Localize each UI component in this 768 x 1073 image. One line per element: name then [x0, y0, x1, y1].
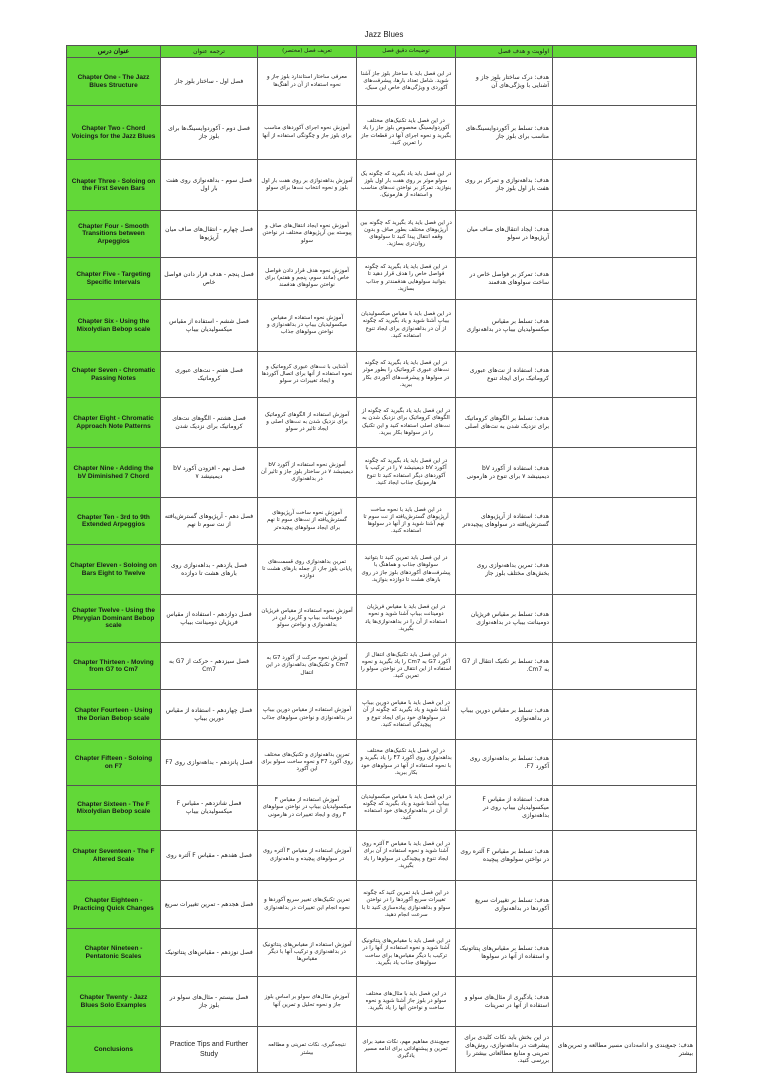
lesson-title-cell: Chapter Twelve - Using the Phrygian Dominant Bebop scale: [67, 595, 161, 643]
extra-cell: [553, 690, 697, 740]
priority-goal-cell: هدف: تسلط بر مقیاس‌های پنتاتونیک و استفاده از آنها در سولوها: [456, 929, 553, 977]
short-definition-cell: تمرین تکنیک‌های تغییر سریع آکوردها و نحوه انجام این تغییرات در بداهه‌نوازی: [258, 881, 357, 929]
lesson-title-cell: Chapter Eight - Chromatic Approach Note Patterns: [67, 398, 161, 448]
short-definition-cell: آموزش استفاده از مقیاس‌های پنتاتونیک در بداهه‌نوازی و ترکیب آنها با دیگر مقیاس‌ها: [258, 929, 357, 977]
table-row: [67, 643, 697, 690]
detailed-description-cell: در این فصل باید یاد بگیرید که چگونه فواصل خاص را هدف قرار دهید تا بتوانید سولوهایی هدفمندتر و جذاب بسازید.: [357, 258, 456, 300]
title-translation-cell: فصل شانزدهم - مقیاس F میکسولیدیان بیباپ: [161, 786, 258, 831]
extra-cell: [553, 398, 697, 448]
lesson-title-cell: Chapter Seventeen - The F Altered Scale: [67, 831, 161, 881]
title-translation-cell: فصل دوم - آکوردوایسینگ‌ها برای بلوز جاز: [161, 106, 258, 160]
detailed-description-cell: در این فصل باید با ساختار بلوز جاز آشنا شوید. شامل تعداد بارها، پیشرفت‌های آکوردی و ویژگی‌های خاص این سبک.: [357, 58, 456, 106]
priority-goal-cell: در این بخش باید نکات کلیدی برای پیشرفت در بداهه‌نوازی، روش‌های تمرینی و منابع مطالعاتی بیشتر را بررسی کنید.: [456, 1027, 553, 1073]
short-definition-cell: تمرین بداهه‌نوازی روی قسمت‌های پایانی بلوز جاز، از جمله بارهای هشت تا دوازده: [258, 545, 357, 595]
lesson-title-cell: Conclusions: [67, 1027, 161, 1073]
detailed-description-cell: در این فصل باید با مقیاس‌های پنتاتونیک آشنا شوید و نحوه استفاده از آنها را در ترکیب با دیگر مقیاس‌ها برای ساخت سولوهای جذاب یاد بگیرید.: [357, 929, 456, 977]
lesson-title-cell: Chapter Four - Smooth Transitions between Arpeggios: [67, 211, 161, 258]
lesson-title-cell: Chapter Six - Using the Mixolydian Bebop scale: [67, 300, 161, 352]
short-definition-cell: آموزش نحوه حرکت از آکورد G7 به Cm7 و تکنیک‌های بداهه‌نوازی در این انتقال: [258, 643, 357, 690]
title-translation-cell: فصل اول - ساختار بلوز جاز: [161, 58, 258, 106]
table-row: [67, 545, 697, 595]
title-translation-cell: فصل نوزدهم - مقیاس‌های پنتاتونیک: [161, 929, 258, 977]
table-row: [67, 106, 697, 160]
table-row: [67, 498, 697, 545]
header-lesson-title: عنوان درس: [67, 46, 161, 58]
short-definition-cell: آموزش نحوه استفاده از مقیاس میکسولیدیان بیباپ در بداهه‌نوازی و نواختن سولوهای جذاب: [258, 300, 357, 352]
lesson-title-cell: Chapter Eighteen - Practicing Quick Changes: [67, 881, 161, 929]
title-translation-cell: فصل هشتم - الگوهای نت‌های کروماتیک برای نزدیک شدن: [161, 398, 258, 448]
detailed-description-cell: در این فصل باید با مقیاس دورین بیباپ آشنا شوید و یاد بگیرید که چگونه از آن در سولوهای خود برای ایجاد تنوع و پیچیدگی استفاده کنید.: [357, 690, 456, 740]
detailed-description-cell: در این فصل باید تکنیک‌های مختلف آکوردوایسینگ مخصوص بلوز جاز را یاد بگیرید و نحوه اجرای آنها در قطعات جاز را تمرین کنید.: [357, 106, 456, 160]
table-row: [67, 211, 697, 258]
priority-goal-cell: هدف: تسلط بر آکوردوایسینگ‌های مناسب برای بلوز جاز: [456, 106, 553, 160]
priority-goal-cell: هدف: تمرین بداهه‌نوازی روی بخش‌های مختلف بلوز جاز: [456, 545, 553, 595]
table-row: [67, 1027, 697, 1073]
priority-goal-cell: هدف: تسلط بر تغییرات سریع آکوردها در بداهه‌نوازی: [456, 881, 553, 929]
priority-goal-cell: هدف: استفاده از آرپژیوهای گسترش‌یافته در سولوهای پیچیده‌تر: [456, 498, 553, 545]
lesson-title-cell: Chapter Fourteen - Using the Dorian Bebop scale: [67, 690, 161, 740]
lesson-title-cell: Chapter Eleven - Soloing on Bars Eight to Twelve: [67, 545, 161, 595]
table-row: [67, 258, 697, 300]
detailed-description-cell: در این فصل باید یاد بگیرید که چگونه نت‌های عبوری کروماتیک را بطور موثر در سولوها و پیشرفت‌های آکوردی بکار ببرید.: [357, 352, 456, 398]
short-definition-cell: نتیجه‌گیری، نکات تمرینی و مطالعه بیشتر: [258, 1027, 357, 1073]
priority-goal-cell: هدف: ایجاد انتقال‌های صاف میان آرپژیوها در سولو: [456, 211, 553, 258]
priority-goal-cell: هدف: تسلط بر الگوهای کروماتیک برای نزدیک شدن به نت‌های اصلی: [456, 398, 553, 448]
short-definition-cell: آموزش مثال‌های سولو بر اساس بلوز جاز و نحوه تحلیل و تمرین آنها: [258, 977, 357, 1027]
table-row: [67, 58, 697, 106]
title-translation-cell: فصل دهم - آرپژیوهای گسترش‌یافته از نت سوم تا نهم: [161, 498, 258, 545]
detailed-description-cell: در این فصل باید تمرین کنید تا بتوانید سولوهای جذاب و هماهنگ با پیشرفت‌های آکوردهای بلوز جاز در روی بارهای هشت تا دوازده بنوازید.: [357, 545, 456, 595]
detailed-description-cell: جمع‌بندی مفاهیم مهم، نکات مفید برای تمرین و پیشنهاداتی برای ادامه مسیر یادگیری: [357, 1027, 456, 1073]
lesson-title-cell: Chapter Three - Soloing on the First Seven Bars: [67, 160, 161, 211]
document-title: Jazz Blues: [364, 30, 404, 39]
title-translation-cell: فصل هفدهم - مقیاس F آلتره روی: [161, 831, 258, 881]
table-row: [67, 929, 697, 977]
short-definition-cell: آموزش نحوه هدف قرار دادن فواصل خاص (مانند سوم، پنجم و هفتم) برای نواختن سولوهای هدفمند: [258, 258, 357, 300]
detailed-description-cell: در این فصل باید یاد بگیرید که چگونه یک سولو موثر بر روی هفت بار اول بلوز بنوازید. تمرکز بر نواختن نت‌های مناسب و استفاده از هارمونیک.: [357, 160, 456, 211]
header-extra: [553, 46, 697, 58]
table-row: [67, 740, 697, 786]
priority-goal-cell: هدف: یادگیری از مثال‌های سولو و استفاده از آنها در تمرینات: [456, 977, 553, 1027]
title-translation-cell: فصل پانزدهم - بداهه‌نوازی روی F7: [161, 740, 258, 786]
extra-cell: [553, 300, 697, 352]
short-definition-cell: تمرین بداهه‌نوازی و تکنیک‌های مختلف روی آکورد F7 و نحوه ساخت سولو برای این آکورد: [258, 740, 357, 786]
extra-cell: [553, 929, 697, 977]
priority-goal-cell: هدف: تمرکز بر فواصل خاص در ساخت سولوهای هدفمند: [456, 258, 553, 300]
detailed-description-cell: در این فصل باید با مثال‌های مختلف سولو در بلوز جاز آشنا شوید و نحوه ساخت و نواختن آنها را یاد بگیرید.: [357, 977, 456, 1027]
short-definition-cell: آموزش استفاده از مقیاس F آلتره روی در سولوهای پیچیده و بداهه‌نوازی: [258, 831, 357, 881]
table-row: [67, 160, 697, 211]
detailed-description-cell: در این فصل باید یاد بگیرید که چگونه آکورد bV دیمینیشد ۷ را در ترکیب با آکوردهای دیگر استفاده کنید تا تنوع هارمونیک جذاب ایجاد کنید.: [357, 448, 456, 498]
header-title-translation: ترجمه عنوان: [161, 46, 258, 58]
title-translation-cell: فصل سوم - بداهه‌نوازی روی هفت بار اول: [161, 160, 258, 211]
table-row: [67, 690, 697, 740]
detailed-description-cell: در این فصل باید یاد بگیرید که چگونه از الگوهای کروماتیک برای نزدیک شدن به نت‌های اصلی استفاده کنید و این تکنیک را در سولوها بکار ببرید.: [357, 398, 456, 448]
short-definition-cell: آموزش نحوه ایجاد انتقال‌های صاف و پیوسته بین آرپژیوهای مختلف در نواختن سولو: [258, 211, 357, 258]
extra-cell: [553, 545, 697, 595]
title-translation-cell: Practice Tips and Further Study: [161, 1027, 258, 1073]
header-detailed-description: توضیحات دقیق فصل: [357, 46, 456, 58]
extra-cell: [553, 881, 697, 929]
lesson-title-cell: Chapter Sixteen - The F Mixolydian Bebop scale: [67, 786, 161, 831]
priority-goal-cell: هدف: تسلط بر مقیاس دورین بیباپ در بداهه‌نوازی: [456, 690, 553, 740]
extra-cell: [553, 352, 697, 398]
lesson-title-cell: Chapter Five - Targeting Specific Intervals: [67, 258, 161, 300]
table-row: [67, 448, 697, 498]
table-row: [67, 831, 697, 881]
priority-goal-cell: هدف: تسلط بر بداهه‌نوازی روی آکورد F7.: [456, 740, 553, 786]
table-row: [67, 300, 697, 352]
table-row: [67, 595, 697, 643]
title-translation-cell: فصل نهم - افزودن آکورد bV دیمینیشد ۷: [161, 448, 258, 498]
extra-cell: [553, 160, 697, 211]
short-definition-cell: آموزش نحوه استفاده از مقیاس فریژیان دومینانت بیباپ و کاربرد این در بداهه‌نوازی و نواختن سولو: [258, 595, 357, 643]
extra-cell: [553, 595, 697, 643]
title-translation-cell: فصل هجدهم - تمرین تغییرات سریع: [161, 881, 258, 929]
table-header-row: [67, 46, 697, 58]
lesson-title-cell: Chapter Seven - Chromatic Passing Notes: [67, 352, 161, 398]
short-definition-cell: آموزش استفاده از مقیاس F میکسولیدیان بیباپ در نواختن سولوهای F روی و ایجاد تغییرات در هارمونی: [258, 786, 357, 831]
detailed-description-cell: در این فصل باید تمرین کنید که چگونه تغییرات سریع آکوردها را در نواختن سولو و بداهه‌نوازی پیاده‌سازی کنید تا با سرعت انجام دهید.: [357, 881, 456, 929]
extra-cell: [553, 211, 697, 258]
extra-cell: [553, 498, 697, 545]
detailed-description-cell: در این فصل باید تکنیک‌های انتقال از آکورد G7 به Cm7 را یاد بگیرید و نحوه استفاده از این انتقال در نواختن سولو را تمرین کنید.: [357, 643, 456, 690]
lesson-title-cell: Chapter Nineteen - Pentatonic Scales: [67, 929, 161, 977]
extra-cell: [553, 448, 697, 498]
detailed-description-cell: در این فصل باید با مقیاس فریژیان دومینانت بیباپ آشنا شوید و نحوه استفاده از آن را در بداهه‌نوازی‌ها یاد بگیرید.: [357, 595, 456, 643]
detailed-description-cell: در این فصل باید با مقیاس F آلتره روی آشنا شوید و نحوه استفاده از آن برای ایجاد تنوع و پیچیدگی در سولوها را یاد بگیرید.: [357, 831, 456, 881]
extra-cell: [553, 58, 697, 106]
title-translation-cell: فصل چهارم - انتقال‌های صاف میان آرپژیوها: [161, 211, 258, 258]
lesson-title-cell: Chapter Nine - Adding the bV Diminished 7 Chord: [67, 448, 161, 498]
short-definition-cell: آشنایی با نت‌های عبوری کروماتیک و نحوه استفاده از آنها برای اتصال آکوردها و ایجاد تغییرات در سولو: [258, 352, 357, 398]
priority-goal-cell: هدف: تسلط بر مقیاس فریژیان دومینانت بیباپ در بداهه‌نوازی: [456, 595, 553, 643]
lesson-title-cell: Chapter Twenty - Jazz Blues Solo Examples: [67, 977, 161, 1027]
table-row: [67, 398, 697, 448]
short-definition-cell: آموزش استفاده از مقیاس دورین بیباپ در بداهه‌نوازی و نواختن سولوهای جذاب: [258, 690, 357, 740]
detailed-description-cell: در این فصل باید با نحوه ساخت آرپژیوهای گسترش‌یافته از نت سوم تا نهم آشنا شوید و از آنها در سولوها استفاده کنید.: [357, 498, 456, 545]
table-row: [67, 977, 697, 1027]
short-definition-cell: معرفی ساختار استاندارد بلوز جاز و نحوه استفاده از آن در آهنگ‌ها: [258, 58, 357, 106]
extra-cell: [553, 831, 697, 881]
title-translation-cell: فصل پنجم - هدف قرار دادن فواصل خاص: [161, 258, 258, 300]
table-row: [67, 786, 697, 831]
title-translation-cell: فصل چهاردهم - استفاده از مقیاس دورین بیباپ: [161, 690, 258, 740]
lesson-title-cell: Chapter Two - Chord Voicings for the Jazz Blues: [67, 106, 161, 160]
lesson-title-cell: Chapter Thirteen - Moving from G7 to Cm7: [67, 643, 161, 690]
chapters-table: [66, 45, 697, 1073]
lesson-title-cell: Chapter Ten - 3rd to 9th Extended Arpeggios: [67, 498, 161, 545]
short-definition-cell: آموزش نحوه اجرای آکوردهای مناسب برای بلوز جاز و چگونگی استفاده از آنها: [258, 106, 357, 160]
title-translation-cell: فصل دوازدهم - استفاده از مقیاس فریژیان دومینانت بیباپ: [161, 595, 258, 643]
title-translation-cell: فصل هفتم - نت‌های عبوری کروماتیک: [161, 352, 258, 398]
detailed-description-cell: در این فصل باید تکنیک‌های مختلف بداهه‌نوازی روی آکورد F7 را یاد بگیرید و با نحوه استفاده از آنها در سولوهای خود بکار ببرید.: [357, 740, 456, 786]
table-row: [67, 881, 697, 929]
table-row: [67, 352, 697, 398]
detailed-description-cell: در این فصل باید یاد بگیرید که چگونه بین آرپژیوهای مختلف بطور صاف و بدون وقفه انتقال پیدا کنید تا سولوهای روان‌تری بسازید.: [357, 211, 456, 258]
extra-cell: [553, 786, 697, 831]
priority-goal-cell: هدف: تسلط بر مقیاس F آلتره روی در نواختن سولوهای پیچیده: [456, 831, 553, 881]
detailed-description-cell: در این فصل باید با مقیاس میکسولیدیان بیباپ آشنا شوید و یاد بگیرید که چگونه از آن در بداهه‌نوازی برای ایجاد تنوع استفاده کنید.: [357, 300, 456, 352]
priority-goal-cell: هدف: استفاده از آکورد bV دیمینیشد ۷ برای تنوع در هارمونی: [456, 448, 553, 498]
title-translation-cell: فصل ششم - استفاده از مقیاس میکسولیدیان بیباپ: [161, 300, 258, 352]
short-definition-cell: آموزش نحوه استفاده از آکورد bV دیمینیشد ۷ در ساختار بلوز جاز و تاثیر آن در بداهه‌نوازی: [258, 448, 357, 498]
priority-goal-cell: هدف: استفاده از مقیاس F میکسولیدیان بیباپ روی در بداهه‌نوازی: [456, 786, 553, 831]
priority-goal-cell: هدف: تسلط بر تکنیک انتقال از G7 به Cm7.: [456, 643, 553, 690]
priority-goal-cell: هدف: درک ساختار بلوز جاز و آشنایی با ویژگی‌های آن: [456, 58, 553, 106]
priority-goal-cell: هدف: استفاده از نت‌های عبوری کروماتیک برای ایجاد تنوع: [456, 352, 553, 398]
priority-goal-cell: هدف: بداهه‌نوازی و تمرکز بر روی هفت بار اول بلوز جاز: [456, 160, 553, 211]
short-definition-cell: آموزش استفاده از الگوهای کروماتیک برای نزدیک شدن به نت‌های اصلی و ایجاد تاثیر در سولو: [258, 398, 357, 448]
lesson-title-cell: Chapter One - The Jazz Blues Structure: [67, 58, 161, 106]
extra-cell: [553, 977, 697, 1027]
extra-cell: [553, 258, 697, 300]
short-definition-cell: آموزش بداهه‌نوازی بر روی هفت بار اول بلوز و نحوه انتخاب نت‌ها برای سولو: [258, 160, 357, 211]
extra-cell: هدف: جمع‌بندی و ادامه‌دادن مسیر مطالعه و تمرین‌های بیشتر: [553, 1027, 697, 1073]
lesson-title-cell: Chapter Fifteen - Soloing on F7: [67, 740, 161, 786]
title-translation-cell: فصل سیزدهم - حرکت از G7 به Cm7: [161, 643, 258, 690]
title-translation-cell: فصل یازدهم - بداهه‌نوازی روی بارهای هشت تا دوازده: [161, 545, 258, 595]
priority-goal-cell: هدف: تسلط بر مقیاس میکسولیدیان بیباپ در بداهه‌نوازی: [456, 300, 553, 352]
detailed-description-cell: در این فصل باید با مقیاس میکسولیدیان بیباپ آشنا شوید و یاد بگیرید که چگونه از آن در بداهه‌نوازی‌های خود استفاده کنید.: [357, 786, 456, 831]
header-priority-goal: اولویت و هدف فصل: [456, 46, 553, 58]
header-short-definition: تعریف فصل (مختصر): [258, 46, 357, 58]
extra-cell: [553, 106, 697, 160]
extra-cell: [553, 643, 697, 690]
short-definition-cell: آموزش نحوه ساخت آرپژیوهای گسترش‌یافته از نت‌های سوم تا نهم برای ایجاد سولوهای پیچیده‌تر: [258, 498, 357, 545]
title-translation-cell: فصل بیستم - مثال‌های سولو در بلوز جاز: [161, 977, 258, 1027]
extra-cell: [553, 740, 697, 786]
